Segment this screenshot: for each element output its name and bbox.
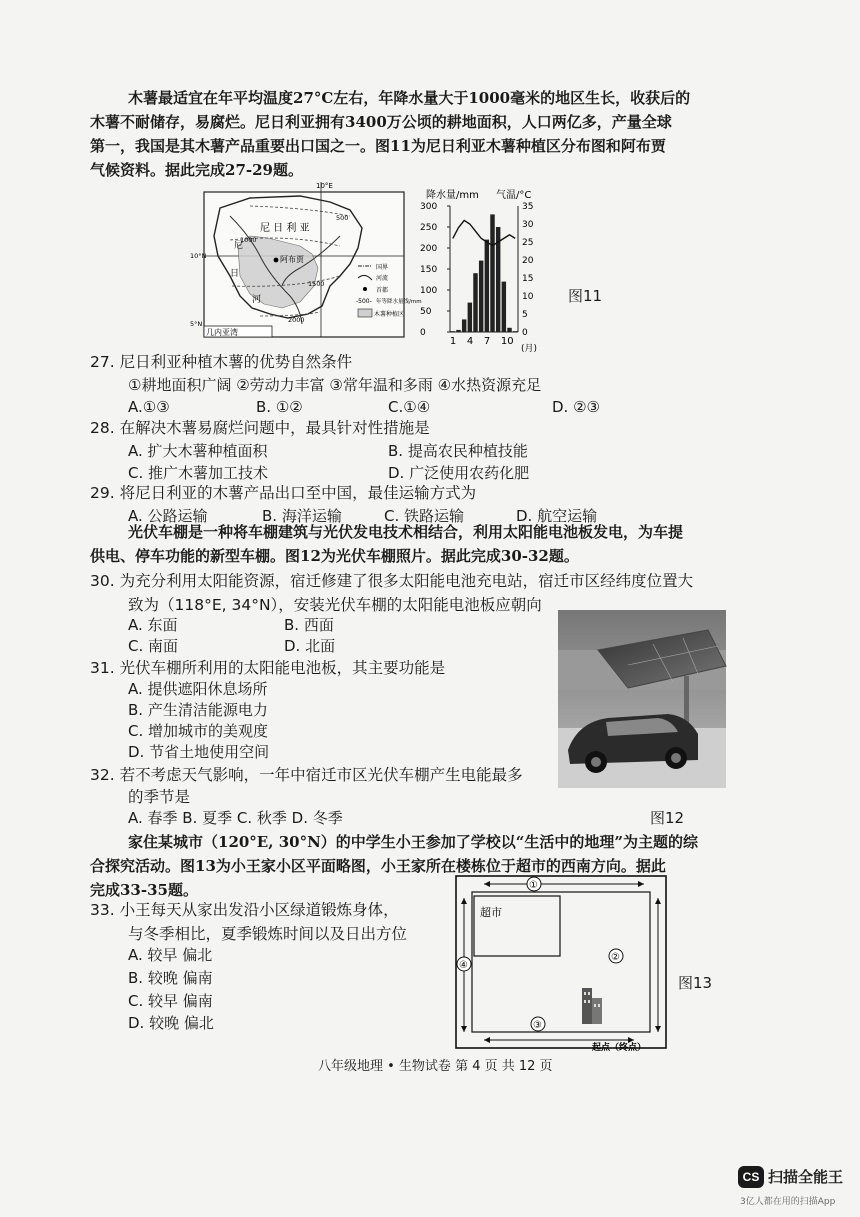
precip-bar (456, 330, 460, 332)
home-building-icon (582, 988, 602, 1024)
q28-option-c[interactable]: C. 推广木薯加工技术 (128, 464, 269, 482)
right-tick-label: 35 (522, 202, 534, 212)
intro2-line-1: 光伏车棚是一种将车棚建筑与光伏发电技术相结合，利用太阳能电池板发电，为车提 (128, 523, 684, 541)
iso-1500: 1500 (308, 280, 325, 288)
q28-option-b[interactable]: B. 提高农民种植技能 (388, 442, 528, 460)
map-river-label-2: 日 (230, 269, 240, 279)
right-tick-label: 25 (522, 238, 534, 248)
page-footer: 八年级地理 • 生物试卷 第 4 页 共 12 页 (318, 1059, 553, 1074)
intro1-line-4: 气候资料。据此完成27-29题。 (90, 161, 303, 179)
left-tick-label: 200 (420, 244, 438, 254)
q28-option-a[interactable]: A. 扩大木薯种植面积 (128, 442, 268, 460)
q32-stem-2: 的季节是 (128, 788, 191, 806)
q27-option-b[interactable]: B. ①② (256, 398, 303, 416)
q33-option-b[interactable]: B. 较晚 偏南 (128, 969, 213, 987)
map-river-label-1: 尼 (234, 241, 244, 251)
q32-stem-1: 32. 若不考虑天气影响，一年中宿迁市区光伏车棚产生电能最多 (90, 766, 523, 784)
precip-bar (479, 261, 483, 332)
q33-stem-2: 与冬季相比，夏季锻炼时间以及日出方位 (128, 925, 408, 943)
solar-carport-photo (558, 610, 726, 788)
x-tick-label: 7 (483, 336, 491, 347)
nigeria-map (190, 176, 422, 341)
left-tick-label: 50 (420, 307, 432, 317)
map-city-label: 阿布贾 (280, 255, 304, 264)
q27-option-a[interactable]: A.①③ (128, 398, 170, 416)
intro2-line-2: 供电、停车功能的新型车棚。图12为光伏车棚照片。据此完成30-32题。 (90, 547, 579, 565)
intro1-line-2: 木薯不耐储存，易腐烂。尼日利亚拥有3400万公顷的耕地面积，人口两亿多，产量全球 (90, 113, 672, 131)
camscanner-name: 扫描全能王 (768, 1168, 844, 1186)
map-country-label: 尼 日 利 亚 (260, 223, 310, 234)
legend-iso-sample: -500- (356, 298, 372, 305)
left-tick-label: 250 (420, 223, 438, 233)
left-tick-label: 150 (420, 265, 438, 275)
x-tick-label: 10 (500, 336, 514, 347)
map-lat10-label: 10°N (190, 252, 207, 260)
q28-stem: 28. 在解决木薯易腐烂问题中，最具针对性措施是 (90, 419, 430, 437)
capital-dot (274, 258, 279, 263)
intro3-line-1: 家住某城市（120°E, 30°N）的中学生小王参加了学校以“生活中的地理”为主题的综 (128, 833, 699, 851)
q29-option-d[interactable]: D. 航空运输 (516, 507, 598, 525)
fig12-label: 图12 (650, 809, 685, 827)
legend-capital-dot (363, 287, 367, 291)
q33-option-c[interactable]: C. 较早 偏南 (128, 992, 213, 1010)
supermarket-block (474, 896, 560, 956)
iso-2000: 2000 (288, 316, 305, 324)
q31-option-a[interactable]: A. 提供遮阳休息场所 (128, 680, 268, 698)
q31-stem: 31. 光伏车棚所利用的太阳能电池板，其主要功能是 (90, 659, 446, 677)
legend-capital: 首都 (376, 287, 389, 294)
abuja-climate-chart (418, 186, 538, 354)
q27-stem: 27. 尼日利亚种植木薯的优势自然条件 (90, 353, 353, 371)
precip-bar (451, 331, 455, 332)
q27-items: ①耕地面积广阔 ②劳动力丰富 ③常年温和多雨 ④水热资源充足 (128, 376, 542, 394)
legend-border: 国界 (376, 264, 389, 271)
intro1-line-3: 第一，我国是其木薯产品重要出口国之一。图11为尼日利亚木薯种植区分布图和阿布贾 (90, 137, 666, 155)
map-river-label-3: 河 (252, 295, 262, 305)
marker-3: ③ (533, 1020, 542, 1031)
q31-option-c[interactable]: C. 增加城市的美观度 (128, 722, 269, 740)
right-tick-label: 30 (522, 220, 534, 230)
precip-bar (462, 319, 466, 332)
q29-option-c[interactable]: C. 铁路运输 (384, 507, 465, 525)
fig11-label: 图11 (568, 287, 603, 305)
community-plan-map (454, 872, 674, 1054)
q33-option-d[interactable]: D. 较晚 偏北 (128, 1014, 214, 1032)
right-tick-label: 0 (522, 328, 528, 338)
q32-options[interactable]: A. 春季 B. 夏季 C. 秋季 D. 冬季 (128, 809, 343, 827)
q30-option-b[interactable]: B. 西面 (284, 616, 334, 634)
chart-ylabel-right: 气温/°C (496, 190, 532, 201)
precip-bar (490, 214, 494, 332)
chart-ylabel-left: 降水量/mm (426, 190, 479, 201)
intro3-line-2: 合探究活动。图13为小王家小区平面略图，小王家所在楼栋位于超市的西南方向。据此 (90, 857, 666, 875)
iso-1000: 1000 (240, 236, 257, 244)
iso-500: 500 (336, 214, 349, 222)
q27-option-c[interactable]: C.①④ (388, 398, 431, 416)
right-tick-label: 20 (522, 256, 534, 266)
right-tick-label: 15 (522, 274, 534, 284)
q27-option-d[interactable]: D. ②③ (552, 398, 600, 416)
q30-stem-1: 30. 为充分利用太阳能资源，宿迁修建了很多太阳能电池充电站，宿迁市区经纬度位置大 (90, 572, 694, 590)
marker-4: ④ (459, 960, 468, 971)
left-tick-label: 100 (420, 286, 438, 296)
precip-bar (473, 273, 477, 332)
precip-bar (485, 240, 489, 332)
right-tick-label: 5 (522, 310, 528, 320)
q33-option-a[interactable]: A. 较早 偏北 (128, 946, 213, 964)
map-lon-label: 10°E (316, 182, 333, 190)
precip-bar (468, 303, 472, 332)
fig13-label: 图13 (678, 974, 713, 992)
q29-option-b[interactable]: B. 海洋运输 (262, 507, 342, 525)
right-tick-label: 10 (522, 292, 534, 302)
left-tick-label: 0 (420, 328, 426, 338)
q31-option-d[interactable]: D. 节省土地使用空间 (128, 743, 270, 761)
q30-option-c[interactable]: C. 南面 (128, 637, 179, 655)
legend-cassava: 木薯种植区 (374, 311, 405, 318)
q31-option-b[interactable]: B. 产生清洁能源电力 (128, 701, 268, 719)
q28-option-d[interactable]: D. 广泛使用农药化肥 (388, 464, 530, 482)
intro3-line-3: 完成33-35题。 (90, 881, 198, 899)
q30-option-a[interactable]: A. 东面 (128, 616, 178, 634)
q29-option-a[interactable]: A. 公路运输 (128, 507, 208, 525)
supermarket-label: 超市 (480, 906, 502, 919)
legend-cassava-swatch (358, 309, 372, 317)
precip-bar (502, 282, 506, 332)
q30-option-d[interactable]: D. 北面 (284, 637, 336, 655)
x-tick-label: 4 (466, 336, 474, 347)
chart-x-unit: (月) (521, 344, 538, 354)
temperature-curve (453, 220, 515, 245)
gulf-label: 几内亚湾 (206, 328, 238, 337)
intro1-line-1: 木薯最适宜在年平均温度27°C左右，年降水量大于1000毫米的地区生长，收获后的 (128, 89, 691, 107)
marker-2: ② (611, 952, 620, 963)
legend-isohyet: 年等降水量线/mm (376, 299, 422, 305)
map-lat5-label: 5°N (190, 320, 203, 328)
x-tick-label: 1 (449, 336, 457, 347)
legend-river: 河流 (376, 275, 389, 282)
precip-bar (513, 331, 517, 332)
marker-1: ① (529, 880, 538, 891)
left-tick-label: 300 (420, 202, 438, 212)
q33-stem-1: 33. 小王每天从家出发沿小区绿道锻炼身体， (90, 901, 399, 919)
q29-stem: 29. 将尼日利亚的木薯产品出口至中国，最佳运输方式为 (90, 484, 477, 502)
start-point-label: 起点（终点） (592, 1043, 647, 1053)
q30-stem-2: 致为（118°E, 34°N），安装光伏车棚的太阳能电池板应朝向 (128, 596, 542, 614)
camscanner-tagline: 3亿人都在用的扫描App (740, 1197, 836, 1207)
camscanner-logo-icon: CS (738, 1166, 764, 1188)
precip-bar (507, 328, 511, 332)
